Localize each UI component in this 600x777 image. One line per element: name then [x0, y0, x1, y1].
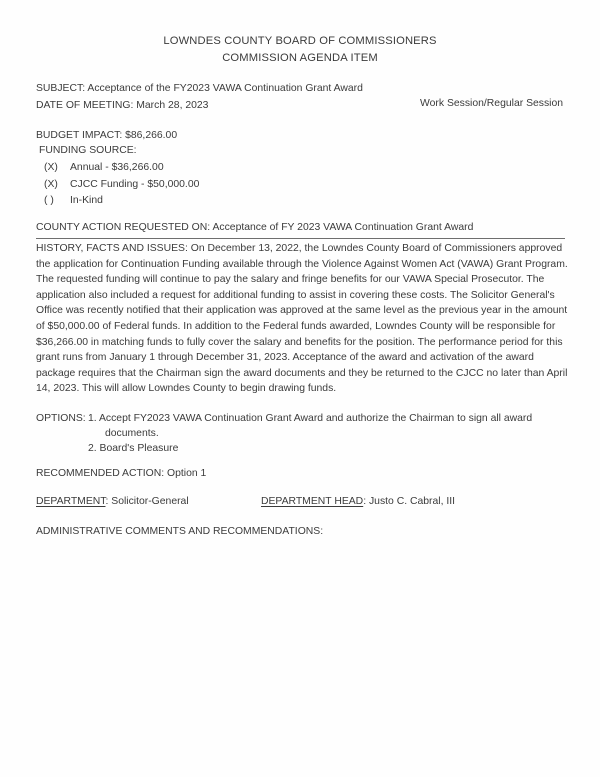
funding-source-item[interactable] — [44, 160, 464, 177]
options-item-continuation: documents. — [105, 428, 159, 440]
subject-line: SUBJECT: Acceptance of the FY2023 VAWA Continuation Grant Award — [36, 83, 363, 94]
funding-source-list — [44, 160, 464, 210]
document-header — [0, 33, 600, 66]
department-head-value: Justo C. Cabral, III — [368, 496, 456, 507]
checkbox-mark-icon[interactable]: ( ) — [44, 195, 54, 207]
budget-impact-line: BUDGET IMPACT: $86,266.00 — [36, 130, 178, 141]
department-field — [36, 494, 189, 509]
options-list-item[interactable] — [88, 411, 570, 441]
date-of-meeting-line: DATE OF MEETING: March 28, 2023 — [36, 100, 209, 111]
options-list — [88, 411, 570, 457]
session-type-note: Work Session/Regular Session — [420, 98, 564, 109]
checkbox-mark-icon[interactable]: (X) — [44, 162, 58, 173]
options-section — [36, 411, 570, 457]
administrative-comments-heading: ADMINISTRATIVE COMMENTS AND RECOMMENDATIONS: — [36, 526, 324, 537]
recommended-action-line: RECOMMENDED ACTION: Option 1 — [36, 468, 207, 479]
funding-source-item-label: Annual - $36,266.00 — [70, 162, 164, 173]
options-item-text: 2. Board's Pleasure — [88, 443, 179, 455]
header-line-document-type: COMMISSION AGENDA ITEM — [222, 51, 378, 64]
options-item-text: 1. Accept FY2023 VAWA Continuation Grant Award and authorize the Chairman to sign all award — [88, 413, 533, 424]
department-head-label: DEPARTMENT HEAD — [261, 496, 364, 507]
funding-source-item-label: CJCC Funding - $50,000.00 — [70, 178, 200, 190]
history-facts-and-issues-paragraph: HISTORY, FACTS AND ISSUES: On December 13, 2022, the Lowndes County Board of Commissioners approved the application for Continuation Funding available through the Violence Against Women Act (VAWA) Grant Program. The requested funding will continue to pay the salary and fringe benefits for our VAWA Special Prosecutor. The application also included a request for additional funding to assist in covering these costs. The Solicitor General's Office was recently notified that their application was approved at the same level as the previous year in the amount of $50,000.00 of Federal funds. In addition to the Federal funds awarded, Lowndes County will be responsible for $36,266.00 in matching funds to fully cover the salary and benefits for the position. The performance period for this grant runs from January 1 through December 31, 2023. Acceptance of the award and activation of the award package requires that the Chairman sign the award documents and they be returned to the CJCC no later than April 14, 2023. This will allow Lowndes County to begin drawing funds. — [36, 243, 568, 395]
department-head-field — [261, 494, 455, 509]
header-line-organization: LOWNDES COUNTY BOARD OF COMMISSIONERS — [163, 35, 437, 47]
county-action-requested-line: COUNTY ACTION REQUESTED ON: Acceptance of FY 2023 VAWA Continuation Grant Award — [36, 220, 565, 239]
department-separator: : — [105, 496, 112, 507]
funding-source-item-label: In-Kind — [70, 195, 103, 207]
checkbox-mark-icon[interactable]: (X) — [44, 178, 58, 190]
department-head-separator: : — [363, 496, 369, 507]
department-value: Solicitor-General — [111, 496, 189, 507]
funding-source-item[interactable] — [44, 193, 464, 210]
funding-source-label: FUNDING SOURCE: — [39, 145, 137, 156]
options-list-item[interactable] — [88, 441, 570, 456]
options-label: OPTIONS: — [36, 413, 86, 424]
funding-source-item[interactable] — [44, 177, 464, 194]
department-label: DEPARTMENT — [36, 496, 106, 507]
